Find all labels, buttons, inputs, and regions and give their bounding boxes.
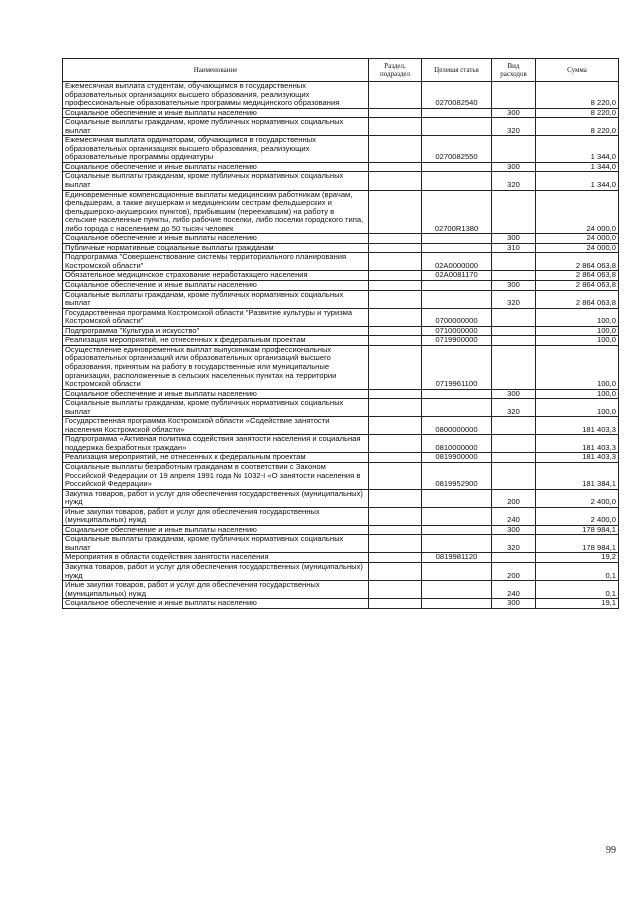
cell-expense: 300 [492, 599, 536, 609]
cell-target: 0270082550 [422, 136, 492, 163]
table-body [63, 82, 619, 609]
cell-target: 0810000000 [422, 435, 492, 453]
table-row [63, 389, 619, 399]
cell-name: Мероприятия в области содействия занятости населения [63, 553, 369, 563]
cell-section [369, 399, 422, 417]
cell-expense: 300 [492, 525, 536, 535]
cell-sum: 24 000,0 [536, 190, 619, 234]
cell-expense: 300 [492, 162, 536, 172]
cell-target [422, 290, 492, 308]
cell-name: Социальные выплаты гражданам, кроме публичных нормативных социальных выплат [63, 290, 369, 308]
cell-expense: 320 [492, 535, 536, 553]
cell-section [369, 136, 422, 163]
cell-sum: 100,0 [536, 345, 619, 389]
cell-sum: 178 984,1 [536, 525, 619, 535]
table-row [63, 417, 619, 435]
table-row [63, 290, 619, 308]
cell-sum: 2 400,0 [536, 507, 619, 525]
cell-expense [492, 417, 536, 435]
cell-expense [492, 253, 536, 271]
cell-section [369, 417, 422, 435]
cell-section [369, 389, 422, 399]
cell-name: Реализация мероприятий, не отнесенных к федеральным проектам [63, 336, 369, 346]
cell-target [422, 599, 492, 609]
cell-name: Социальные выплаты гражданам, кроме публичных нормативных социальных выплат [63, 172, 369, 190]
cell-name: Государственная программа Костромской области "Развитие культуры и туризма Костромской области" [63, 308, 369, 326]
cell-expense [492, 553, 536, 563]
cell-section [369, 599, 422, 609]
cell-sum: 1 344,0 [536, 162, 619, 172]
cell-sum: 100,0 [536, 326, 619, 336]
cell-name: Социальное обеспечение и иные выплаты населению [63, 525, 369, 535]
cell-expense: 300 [492, 234, 536, 244]
cell-target: 0800000000 [422, 417, 492, 435]
cell-section [369, 190, 422, 234]
cell-target [422, 108, 492, 118]
cell-sum: 100,0 [536, 336, 619, 346]
cell-target [422, 525, 492, 535]
cell-expense [492, 453, 536, 463]
cell-sum: 2 864 063,8 [536, 281, 619, 291]
cell-target: 02А0000000 [422, 253, 492, 271]
cell-name: Единовременные компенсационные выплаты медицинским работникам (врачам, фельдшерам, а также акушеркам и медицинским сестрам фельдшерских и фельдшерско-акушерских пунктов), прибывшим (переехавшим) на работу в сельские населенные пункты, либо рабочие поселки, либо поселки городского типа, либо города с населением до 50 тысяч человек [63, 190, 369, 234]
table-row [63, 525, 619, 535]
cell-target [422, 281, 492, 291]
cell-sum: 181 403,3 [536, 417, 619, 435]
cell-name: Иные закупки товаров, работ и услуг для обеспечения государственных (муниципальных) нужд [63, 581, 369, 599]
cell-section [369, 308, 422, 326]
cell-target [422, 172, 492, 190]
cell-section [369, 336, 422, 346]
cell-section [369, 162, 422, 172]
cell-name: Социальные выплаты гражданам, кроме публичных нормативных социальных выплат [63, 118, 369, 136]
cell-target [422, 581, 492, 599]
cell-section [369, 108, 422, 118]
cell-section [369, 462, 422, 489]
table-row [63, 82, 619, 109]
header-name: Наименование [63, 59, 369, 82]
cell-name: Подпрограмма "Совершенствование системы территориального планирования Костромской области" [63, 253, 369, 271]
cell-name: Социальное обеспечение и иные выплаты населению [63, 281, 369, 291]
cell-section [369, 562, 422, 580]
cell-target [422, 243, 492, 253]
cell-name: Ежемесячная выплата студентам, обучающимся в государственных образовательных организациях высшего образования, реализующих профессиональные образовательные программы медицинского образования [63, 82, 369, 109]
table-row [63, 136, 619, 163]
cell-target: 02А0081170 [422, 271, 492, 281]
header-expense: Вид расходов [492, 59, 536, 82]
cell-expense [492, 271, 536, 281]
table-row [63, 507, 619, 525]
cell-sum: 24 000,0 [536, 234, 619, 244]
cell-expense [492, 308, 536, 326]
table-row [63, 234, 619, 244]
cell-name: Социальное обеспечение и иные выплаты населению [63, 389, 369, 399]
table-row [63, 271, 619, 281]
cell-section [369, 435, 422, 453]
cell-section [369, 253, 422, 271]
cell-expense: 300 [492, 389, 536, 399]
cell-section [369, 581, 422, 599]
cell-target [422, 507, 492, 525]
cell-section [369, 345, 422, 389]
budget-table [62, 58, 619, 609]
cell-name: Обязательное медицинское страхование неработающего населения [63, 271, 369, 281]
cell-expense: 240 [492, 581, 536, 599]
cell-name: Публичные нормативные социальные выплаты гражданам [63, 243, 369, 253]
cell-section [369, 525, 422, 535]
cell-sum: 100,0 [536, 308, 619, 326]
table-row [63, 462, 619, 489]
cell-target [422, 389, 492, 399]
cell-sum: 0,1 [536, 581, 619, 599]
cell-name: Социальное обеспечение и иные выплаты населению [63, 108, 369, 118]
cell-sum: 178 984,1 [536, 535, 619, 553]
cell-sum: 8 220,0 [536, 82, 619, 109]
cell-target: 02700R1380 [422, 190, 492, 234]
cell-target [422, 234, 492, 244]
page-number: 99 [606, 845, 616, 856]
table-row [63, 108, 619, 118]
cell-section [369, 507, 422, 525]
cell-name: Ежемесячная выплата ординаторам, обучающимся в государственных образовательных организациях высшего образования, реализующих образовательные программы ординатуры [63, 136, 369, 163]
cell-name: Осуществление единовременных выплат выпускникам профессиональных образовательных организаций или образовательных организаций высшего образования, принятым на работу в государственные или муниципальные организации, расположенные в сельских населенных пунктах на территории Костромской области [63, 345, 369, 389]
cell-target: 0819981120 [422, 553, 492, 563]
cell-sum: 2 400,0 [536, 489, 619, 507]
cell-section [369, 453, 422, 463]
table-row [63, 162, 619, 172]
cell-expense: 320 [492, 172, 536, 190]
cell-expense [492, 82, 536, 109]
cell-sum: 181 384,1 [536, 462, 619, 489]
cell-expense: 310 [492, 243, 536, 253]
cell-target: 0819900000 [422, 453, 492, 463]
table-row [63, 118, 619, 136]
cell-section [369, 271, 422, 281]
table-row [63, 453, 619, 463]
table-row [63, 243, 619, 253]
cell-expense: 240 [492, 507, 536, 525]
table-header-row [63, 59, 619, 82]
table-row [63, 599, 619, 609]
cell-section [369, 489, 422, 507]
cell-sum: 181 403,3 [536, 435, 619, 453]
cell-target [422, 562, 492, 580]
cell-expense [492, 435, 536, 453]
cell-name: Социальные выплаты гражданам, кроме публичных нормативных социальных выплат [63, 399, 369, 417]
cell-sum: 24 000,0 [536, 243, 619, 253]
cell-target: 0819952900 [422, 462, 492, 489]
cell-section [369, 281, 422, 291]
table-row [63, 336, 619, 346]
cell-sum: 2 864 063,8 [536, 271, 619, 281]
cell-expense: 320 [492, 290, 536, 308]
cell-name: Социальное обеспечение и иные выплаты населению [63, 599, 369, 609]
table-row [63, 190, 619, 234]
table-row [63, 435, 619, 453]
cell-target [422, 118, 492, 136]
table-row [63, 326, 619, 336]
cell-sum: 100,0 [536, 399, 619, 417]
cell-sum: 1 344,0 [536, 136, 619, 163]
table-row [63, 553, 619, 563]
cell-target: 0270082540 [422, 82, 492, 109]
cell-target: 0700000000 [422, 308, 492, 326]
cell-expense [492, 190, 536, 234]
cell-name: Иные закупки товаров, работ и услуг для обеспечения государственных (муниципальных) нужд [63, 507, 369, 525]
cell-section [369, 290, 422, 308]
cell-expense: 320 [492, 399, 536, 417]
cell-expense [492, 326, 536, 336]
cell-target [422, 399, 492, 417]
table-row [63, 253, 619, 271]
cell-sum: 8 220,0 [536, 118, 619, 136]
cell-name: Реализация мероприятий, не отнесенных к федеральным проектам [63, 453, 369, 463]
table-row [63, 489, 619, 507]
cell-sum: 2 864 063,8 [536, 253, 619, 271]
cell-sum: 19,2 [536, 553, 619, 563]
table-row [63, 535, 619, 553]
cell-name: Подпрограмма «Активная политика содействия занятости населения и социальная поддержка безработных граждан» [63, 435, 369, 453]
table-row [63, 281, 619, 291]
cell-section [369, 243, 422, 253]
cell-target: 0710000000 [422, 326, 492, 336]
cell-name: Социальные выплаты безработным гражданам в соответствии с Законом Российской Федерации от 19 апреля 1991 года № 1032-I «О занятости населения в Российской Федерации» [63, 462, 369, 489]
cell-name: Подпрограмма "Культура и искусство" [63, 326, 369, 336]
cell-sum: 19,1 [536, 599, 619, 609]
cell-section [369, 82, 422, 109]
cell-expense: 200 [492, 489, 536, 507]
cell-target: 0719961100 [422, 345, 492, 389]
table-row [63, 172, 619, 190]
cell-section [369, 535, 422, 553]
cell-expense [492, 136, 536, 163]
cell-sum: 2 864 063,8 [536, 290, 619, 308]
cell-target [422, 162, 492, 172]
cell-expense [492, 336, 536, 346]
cell-section [369, 172, 422, 190]
cell-sum: 0,1 [536, 562, 619, 580]
cell-expense: 320 [492, 118, 536, 136]
cell-sum: 1 344,0 [536, 172, 619, 190]
cell-target [422, 535, 492, 553]
cell-target [422, 489, 492, 507]
cell-expense [492, 462, 536, 489]
cell-name: Социальные выплаты гражданам, кроме публичных нормативных социальных выплат [63, 535, 369, 553]
cell-section [369, 553, 422, 563]
table-row [63, 345, 619, 389]
cell-sum: 181 403,3 [536, 453, 619, 463]
table-row [63, 399, 619, 417]
cell-expense: 300 [492, 108, 536, 118]
cell-sum: 8 220,0 [536, 108, 619, 118]
table-row [63, 562, 619, 580]
header-target: Целевая статья [422, 59, 492, 82]
cell-expense: 200 [492, 562, 536, 580]
cell-sum: 100,0 [536, 389, 619, 399]
cell-name: Закупка товаров, работ и услуг для обеспечения государственных (муниципальных) нужд [63, 562, 369, 580]
cell-expense [492, 345, 536, 389]
cell-expense: 300 [492, 281, 536, 291]
cell-section [369, 118, 422, 136]
table-row [63, 581, 619, 599]
cell-section [369, 326, 422, 336]
cell-name: Закупка товаров, работ и услуг для обеспечения государственных (муниципальных) нужд [63, 489, 369, 507]
header-sum: Сумма [536, 59, 619, 82]
cell-name: Социальное обеспечение и иные выплаты населению [63, 234, 369, 244]
table-row [63, 308, 619, 326]
cell-target: 0719900000 [422, 336, 492, 346]
header-section: Раздел, подраздел [369, 59, 422, 82]
cell-name: Социальное обеспечение и иные выплаты населению [63, 162, 369, 172]
cell-section [369, 234, 422, 244]
cell-name: Государственная программа Костромской области «Содействие занятости населения Костромской области» [63, 417, 369, 435]
